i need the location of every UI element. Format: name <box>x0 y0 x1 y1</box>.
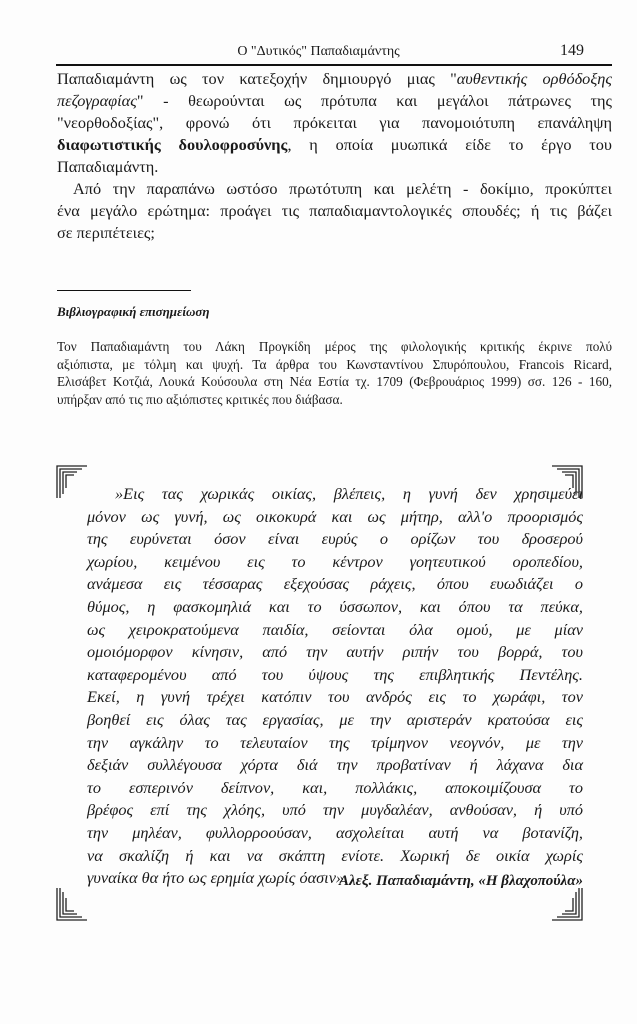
quotation-line: γυναίκα θα ήτο ως ερημία χωρίς όασιν». <box>87 868 349 888</box>
footnote-rule <box>57 290 191 291</box>
quotation-line: την μηλέαν, φυλλορροούσαν, ασχολείται αυτή να βοτανίζη, <box>87 822 583 842</box>
text-run: ένα μεγάλο ερώτημα: προάγει τις παπαδιαμαντολογικές σπουδές; ή τις βάζει <box>57 201 612 220</box>
footnote-line: αξιόπιστα, με τόλμη και ψυχή. Τα άρθρα του Κωνσταντίνου Σπυρόπουλου, Francois Ricard, <box>57 356 612 372</box>
header-rule <box>56 64 612 66</box>
text-run: Από την παραπάνω ωστόσο πρωτότυπη και μελέτη - δοκίμιο, προκύπτει <box>73 179 612 198</box>
ornament-corner-bottom-left-icon <box>55 888 89 922</box>
footnote-heading: Βιβλιογραφική επισημείωση <box>57 304 210 319</box>
running-header-title: Ο "Δυτικός" Παπαδιαμάντης <box>237 44 400 59</box>
body-line <box>57 178 612 200</box>
text-run: αυθεντικής ορθόδοξης <box>456 69 612 88</box>
footnote-text <box>57 338 612 408</box>
quotation-line: βρέφος επί της χλόης, υπό την μυγδαλέαν, ανθούσαν, ή υπό <box>87 800 583 820</box>
quotation-line: δεξιάν συλλέγουσα χόρτα διά την προβατίναν ή λάχανα δια <box>87 755 583 775</box>
quotation-line: να σκαλίζη ή και να σκάπτη ενίοτε. Χωρική δε οικία χωρίς <box>87 845 583 865</box>
footnote-line: Ελισάβετ Κοτζιά, Λουκά Κούσουλα στη Νέα Εστία τχ. 1709 (Φεβρουάριος 1999) σσ. 126 - 160, <box>57 374 612 389</box>
body-line <box>57 90 612 112</box>
quotation-line: ομοιόμορφον κίνησιν, από την αυτήν ριπήν του βορρά, του <box>87 642 583 662</box>
footnote-line: Τον Παπαδιαμάντη του Λάκη Προγκίδη μέρος της φιλολογικής κριτικής έκρινε πολύ <box>57 339 612 354</box>
quotation-line: Εκεί, η γυνή τρέχει κατόπιν του ανδρός εις το χωράφι, τον <box>87 687 583 707</box>
quotation-line: της ευρύνεται όσον είναι ευρύς ο ορίζων του δροσερού <box>87 529 583 549</box>
quotation-line: την αγκάλην το τελευταίον της τρίμηνον νεογνόν, με την <box>87 732 583 752</box>
text-run: Παπαδιαμάντη ως τον κατεξοχήν δημιουργό μιας " <box>57 69 457 88</box>
quotation-line: το εσπερινόν δείπνον, και, πολλάκις, αποκοιμίζουσα το <box>87 777 583 797</box>
quotation-line: »Εις τας χωρικάς οικίας, βλέπεις, η γυνή δεν χρησιμεύει <box>115 484 583 503</box>
text-run: διαφωτιστικής δουλοφροσύνης <box>57 135 288 154</box>
body-line <box>57 112 612 134</box>
text-run: πεζογραφίας <box>57 91 137 110</box>
body-line <box>57 156 612 178</box>
quotation-block <box>87 483 583 890</box>
text-run: , η οποία μυωπικά είδε το έργο του <box>287 135 612 154</box>
text-run: "νεορθοδοξίας", φρονώ ότι πρόκειται για πανομοιότυπη επανάληψη <box>57 113 612 132</box>
page-number: 149 <box>560 42 584 59</box>
ornament-corner-bottom-right-icon <box>550 888 584 922</box>
quotation-line: θύμος, η φασκομηλιά και το ύσσωπον, και όπου τα πεύκα, <box>87 596 583 616</box>
quotation-line: βοηθεί εις όλας τας εργασίας, με την αριστεράν κρατούσα εις <box>87 709 583 729</box>
body-text <box>57 68 612 244</box>
quotation-line: ως χειροκρατούμενα παιδία, σείονται όλα ομού, με μίαν <box>87 619 583 639</box>
quotation-line: χωρίου, κειμένου εις το κέντρον γοητευτικού οροπεδίου, <box>87 551 583 571</box>
quotation-line: καταφερομένου από του ύψους της επιβλητικής Πεντέλης. <box>87 664 583 684</box>
quotation-line: ανάμεσα εις τέσσαρας εξεχούσας ράχεις, όπου ευωδιάζει ο <box>87 574 583 594</box>
body-line <box>57 200 612 222</box>
ornament-corner-top-left-icon <box>55 464 89 498</box>
body-line <box>57 134 612 156</box>
footnote-line: υπήρξαν από τις πιο αξιόπιστες κριτικές που διάβασα. <box>57 391 343 407</box>
text-run: Παπαδιαμάντη. <box>57 157 159 176</box>
quotation-line: μόνον ως γυνή, ως οικοκυρά και ως μήτηρ, αλλ'ο προορισμός <box>87 506 583 526</box>
body-line <box>57 222 612 244</box>
body-line <box>57 68 612 90</box>
text-run: " - θεωρούνται ως πρότυπα και μεγάλοι πάτρωνες της <box>136 91 612 110</box>
text-run: σε περιπέτειες; <box>57 223 155 242</box>
quotation-attribution: Αλεξ. Παπαδιαμάντη, «Η βλαχοπούλα» <box>339 873 583 889</box>
